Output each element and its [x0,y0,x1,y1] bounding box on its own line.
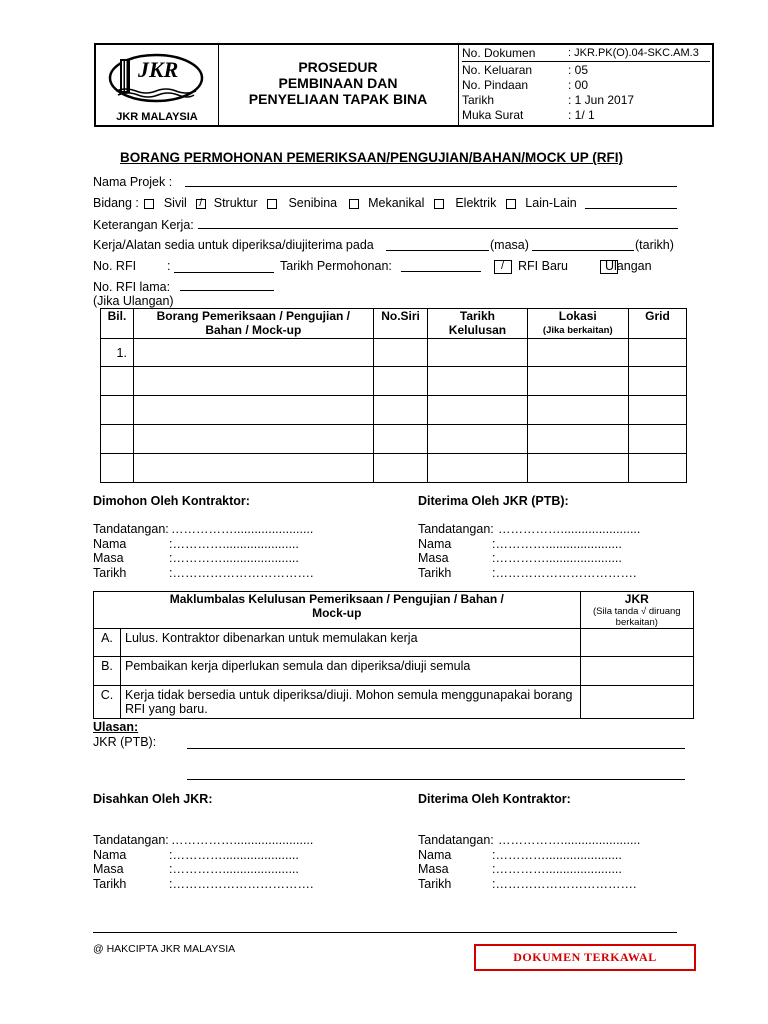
no-rfi-lama-input[interactable] [180,290,274,291]
sign-label: Tarikh [418,565,452,580]
cell[interactable] [527,396,628,425]
cell[interactable] [628,339,686,367]
masa-input[interactable] [386,250,489,251]
ulasan-line-1[interactable] [187,748,685,749]
sign-label: Masa [418,862,449,876]
approval-check-cell[interactable] [580,629,693,657]
approval-check-cell[interactable] [580,686,693,719]
copyright-text: @ HAKCIPTA JKR MALAYSIA [93,943,236,955]
table-row [101,339,687,367]
cell[interactable] [133,396,373,425]
sign-field[interactable]: :……………………………. [169,565,314,580]
cell[interactable] [133,425,373,454]
bil-cell [101,367,134,396]
jkr-label: JKR [624,592,649,606]
masa-label: (masa) [490,238,529,252]
sign-row [93,833,313,848]
stamp-text: DOKUMEN TERKAWAL [513,950,657,964]
meta-row [462,108,595,123]
sign-row [93,551,313,566]
bil-cell [101,425,134,454]
col-tarikh-kelulusan: Tarikh Kelulusan [428,309,527,339]
sign-row [418,566,640,581]
jkr-header [580,592,693,629]
keterangan-label: Keterangan Kerja: [93,218,194,232]
sign-row [93,566,313,581]
meta-value: : 1/ 1 [568,108,595,122]
sign-field[interactable]: :……………………………. [492,565,637,580]
dimohon-oleh-title: Dimohon Oleh Kontraktor: [93,494,250,508]
sign-field[interactable]: ……………....................... [498,833,641,847]
col-bil: Bil. [101,309,134,339]
sign-field[interactable]: :…………...................... [169,536,299,551]
cell[interactable] [373,339,428,367]
ulangan-label: Ulangan [605,259,652,273]
sign-field[interactable]: :…………...................... [492,551,622,565]
col-grid: Grid [628,309,686,339]
sign-label: Nama [93,536,127,551]
sign-label: Tarikh [418,876,452,891]
sign-row [93,848,313,863]
sign-field[interactable]: ……………....................... [498,522,641,536]
lain-lain-input[interactable] [585,208,677,209]
cell[interactable] [628,396,686,425]
cell[interactable] [373,367,428,396]
approval-text: Lulus. Kontraktor dibenarkan untuk memulakan kerja [121,629,581,657]
diterima-jkr-title: Diterima Oleh JKR (PTB): [418,494,569,508]
sign-field[interactable]: :…………...................... [169,862,299,876]
option-struktur: Struktur [213,196,258,210]
sign-label: Tarikh [93,565,127,580]
keterangan-input[interactable] [198,228,678,229]
sign-row [418,551,640,566]
org-name: JKR MALAYSIA [116,111,198,123]
cell[interactable] [373,396,428,425]
meta-cell [458,45,713,125]
checkbox-mekanikal[interactable] [349,199,359,209]
title-line-2: PEMBINAAN DAN [278,75,398,91]
controlled-document-stamp [474,944,696,971]
cell[interactable] [133,454,373,483]
bil-cell [101,396,134,425]
logo-text: JKR [138,57,179,82]
nama-projek-input[interactable] [185,186,677,187]
sign-row [418,848,640,863]
disahkan-jkr-title: Disahkan Oleh JKR: [93,792,213,806]
sign-block-left-1 [93,522,313,580]
ulasan-line-2[interactable] [187,779,685,780]
meta-label: No. Dokumen [462,46,536,60]
diterima-kontraktor-title: Diterima Oleh Kontraktor: [418,792,571,806]
tarikh-input[interactable] [532,250,634,251]
rfi-items-table [100,308,687,483]
sign-label: Masa [93,862,124,876]
sign-field[interactable]: :…………...................... [492,862,622,876]
sign-field[interactable]: ……………....................... [171,833,314,847]
sign-label: Tandatangan: [93,833,169,847]
table-row [101,396,687,425]
sign-row [418,877,640,892]
option-sivil: Sivil [163,196,187,210]
title-line-3: PENYELIAAN TAPAK BINA [248,91,428,107]
approval-row [94,657,694,686]
meta-row [462,63,589,78]
checkbox-elektrik[interactable] [434,199,444,209]
ulasan-title: Ulasan: [93,720,139,734]
sign-row [418,522,640,537]
cell[interactable] [428,454,527,483]
checkbox-lain-lain[interactable] [506,199,516,209]
sign-row [93,877,313,892]
meta-label: Tarikh [462,93,495,107]
sign-label: Nama [418,536,452,551]
sign-label: Masa [418,551,449,565]
no-rfi-colon: : [167,259,171,273]
sign-block-right-1 [418,522,640,580]
table-row [101,367,687,396]
option-mekanikal: Mekanikal [368,196,425,210]
cell[interactable] [428,425,527,454]
sign-row [418,833,640,848]
table-row [101,425,687,454]
checkbox-senibina[interactable] [267,199,277,209]
checkbox-sivil[interactable] [144,199,154,209]
sign-label: Tandatangan: [418,522,494,536]
cell[interactable] [527,454,628,483]
checkbox-rfi-baru[interactable] [494,260,512,274]
col-lokasi [527,309,628,339]
rfi-baru-label: RFI Baru [518,259,569,273]
meta-row [462,78,589,93]
sign-row [93,522,313,537]
cell[interactable] [628,425,686,454]
col-no-siri: No.Siri [373,309,428,339]
sign-row [93,862,313,877]
sign-label: Nama [418,847,452,862]
no-rfi-input[interactable] [174,272,274,273]
sign-label: Masa [93,551,124,565]
meta-label: No. Pindaan [462,78,529,92]
cell[interactable] [373,454,428,483]
option-senibina: Senibina [288,196,338,210]
sign-field[interactable]: :……………………………. [492,876,637,891]
meta-row [462,93,635,108]
cell[interactable] [527,367,628,396]
tarikh-permohonan-label: Tarikh Permohonan: [280,259,392,273]
kerja-alatan-label: Kerja/Alatan sedia untuk diperiksa/diujiterima pada [93,238,374,252]
sign-block-left-2 [93,833,313,891]
cell[interactable] [373,425,428,454]
sign-field[interactable]: :…………...................... [492,536,622,551]
approval-key: C. [94,686,121,719]
checkbox-struktur[interactable] [196,199,206,209]
bidang-label: Bidang : [93,196,139,210]
tarikh-label: (tarikh) [635,238,674,252]
approval-row [94,629,694,657]
cell[interactable] [428,396,527,425]
procedure-title [218,59,458,107]
cell[interactable] [133,367,373,396]
meta-value: : 00 [568,78,589,92]
option-lain-lain: Lain-Lain [525,196,577,210]
cell[interactable] [428,367,527,396]
meta-value: : JKR.PK(O).04-SKC.AM.3 [568,47,699,59]
sign-label: Tandatangan: [93,522,169,536]
meta-label: No. Keluaran [462,63,533,77]
form-title: BORANG PERMOHONAN PEMERIKSAAN/PENGUJIAN/BAHAN/MOCK UP (RFI) [120,150,624,165]
approval-header-row [94,592,694,629]
approval-text: Kerja tidak bersedia untuk diperiksa/diuji. Mohon semula menggunapakai borang RFI yang baru. [121,686,581,719]
meta-label: Muka Surat [462,108,524,122]
approval-key: B. [94,657,121,686]
approval-table [93,591,694,719]
bidang-row [93,196,577,210]
lokasi-label: Lokasi [558,309,597,323]
approval-text: Pembaikan kerja diperlukan semula dan diperiksa/diuji semula [121,657,581,686]
col-borang: Borang Pemeriksaan / Pengujian / Bahan / Mock-up [133,309,373,339]
sign-field[interactable]: :…………...................... [492,847,622,862]
sign-label: Tarikh [93,876,127,891]
sign-field[interactable]: :…………...................... [169,551,299,565]
sign-label: Nama [93,847,127,862]
sign-row [93,537,313,552]
ulasan-jkr-label: JKR (PTB): [93,735,157,749]
meta-value: : 1 Jun 2017 [568,93,635,107]
sign-label: Tandatangan: [418,833,494,847]
nama-projek-label: Nama Projek : [93,175,173,189]
footer-divider [93,932,677,933]
meta-row [462,46,710,62]
approval-header: Maklumbalas Kelulusan Pemeriksaan / Pengujian / Bahan / Mock-up [94,592,581,629]
cell[interactable] [133,339,373,367]
approval-check-cell[interactable] [580,657,693,686]
cell[interactable] [527,425,628,454]
jkr-sublabel: (Sila tanda √ diruang berkaitan) [592,606,681,628]
tarikh-permohonan-input[interactable] [401,271,481,272]
cell[interactable] [428,339,527,367]
sign-row [418,537,640,552]
cell[interactable] [628,454,686,483]
option-elektrik: Elektrik [455,196,497,210]
bil-cell: 1. [101,339,134,367]
meta-value: : 05 [568,63,589,77]
sign-field[interactable]: ……………....................... [171,522,314,536]
no-rfi-label: No. RFI [93,259,137,273]
approval-row [94,686,694,719]
table-row [101,454,687,483]
cell[interactable] [628,367,686,396]
sign-row [418,862,640,877]
approval-key: A. [94,629,121,657]
lokasi-sublabel: (Jika berkaitan) [542,325,613,336]
sign-block-right-2 [418,833,640,891]
bil-cell [101,454,134,483]
logo-cell [96,45,219,125]
jika-ulangan-note: (Jika Ulangan) [93,294,174,308]
no-rfi-lama-label: No. RFI lama: [93,280,171,294]
cell[interactable] [527,339,628,367]
table-header-row [101,309,687,339]
sign-field[interactable]: :……………………………. [169,876,314,891]
title-line-1: PROSEDUR [298,59,378,75]
document-header [94,43,714,127]
sign-field[interactable]: :…………...................... [169,847,299,862]
